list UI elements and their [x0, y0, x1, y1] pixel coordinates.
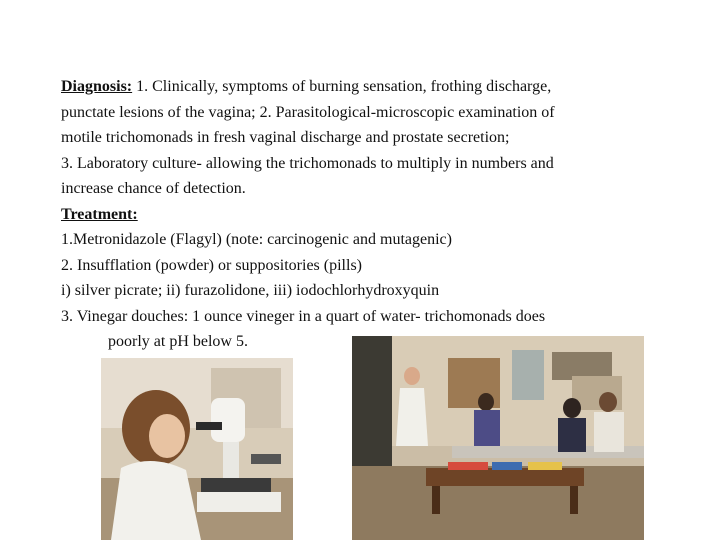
- diagnosis-line-2: punctate lesions of the vagina; 2. Parasitological-microscopic examination of: [61, 103, 555, 121]
- lab-microscope-illustration: [101, 358, 293, 540]
- lab-microscope-photo: [101, 358, 293, 540]
- treatment-line-5: poorly at pH below 5.: [108, 333, 248, 350]
- diagnosis-line-1: [61, 74, 661, 100]
- treatment-line-2: 2. Insufflation (powder) or suppositories (pills): [61, 256, 362, 274]
- clinic-waiting-room-photo: [352, 336, 644, 540]
- clinic-waiting-room-illustration: [352, 336, 644, 540]
- treatment-line-4: 3. Vinegar douches: 1 ounce vineger in a quart of water- trichomonads does: [61, 307, 546, 325]
- diagnosis-text-1: 1. Clinically, symptoms of burning sensation, frothing discharge,: [132, 78, 552, 95]
- treatment-line-1: 1.Metronidazole (Flagyl) (note: carcinogenic and mutagenic): [61, 231, 452, 248]
- diagnosis-heading: Diagnosis:: [61, 78, 133, 95]
- diagnosis-line-5: increase chance of detection.: [61, 180, 246, 197]
- text-block: [61, 74, 661, 355]
- diagnosis-line-4: 3. Laboratory culture- allowing the trichomonads to multiply in numbers and: [61, 154, 554, 172]
- treatment-line-3: i) silver picrate; ii) furazolidone, iii) iodochlorhydroxyquin: [61, 282, 440, 299]
- treatment-heading: Treatment:: [61, 205, 138, 223]
- diagnosis-line-3: motile trichomonads in fresh vaginal discharge and prostate secretion;: [61, 129, 510, 146]
